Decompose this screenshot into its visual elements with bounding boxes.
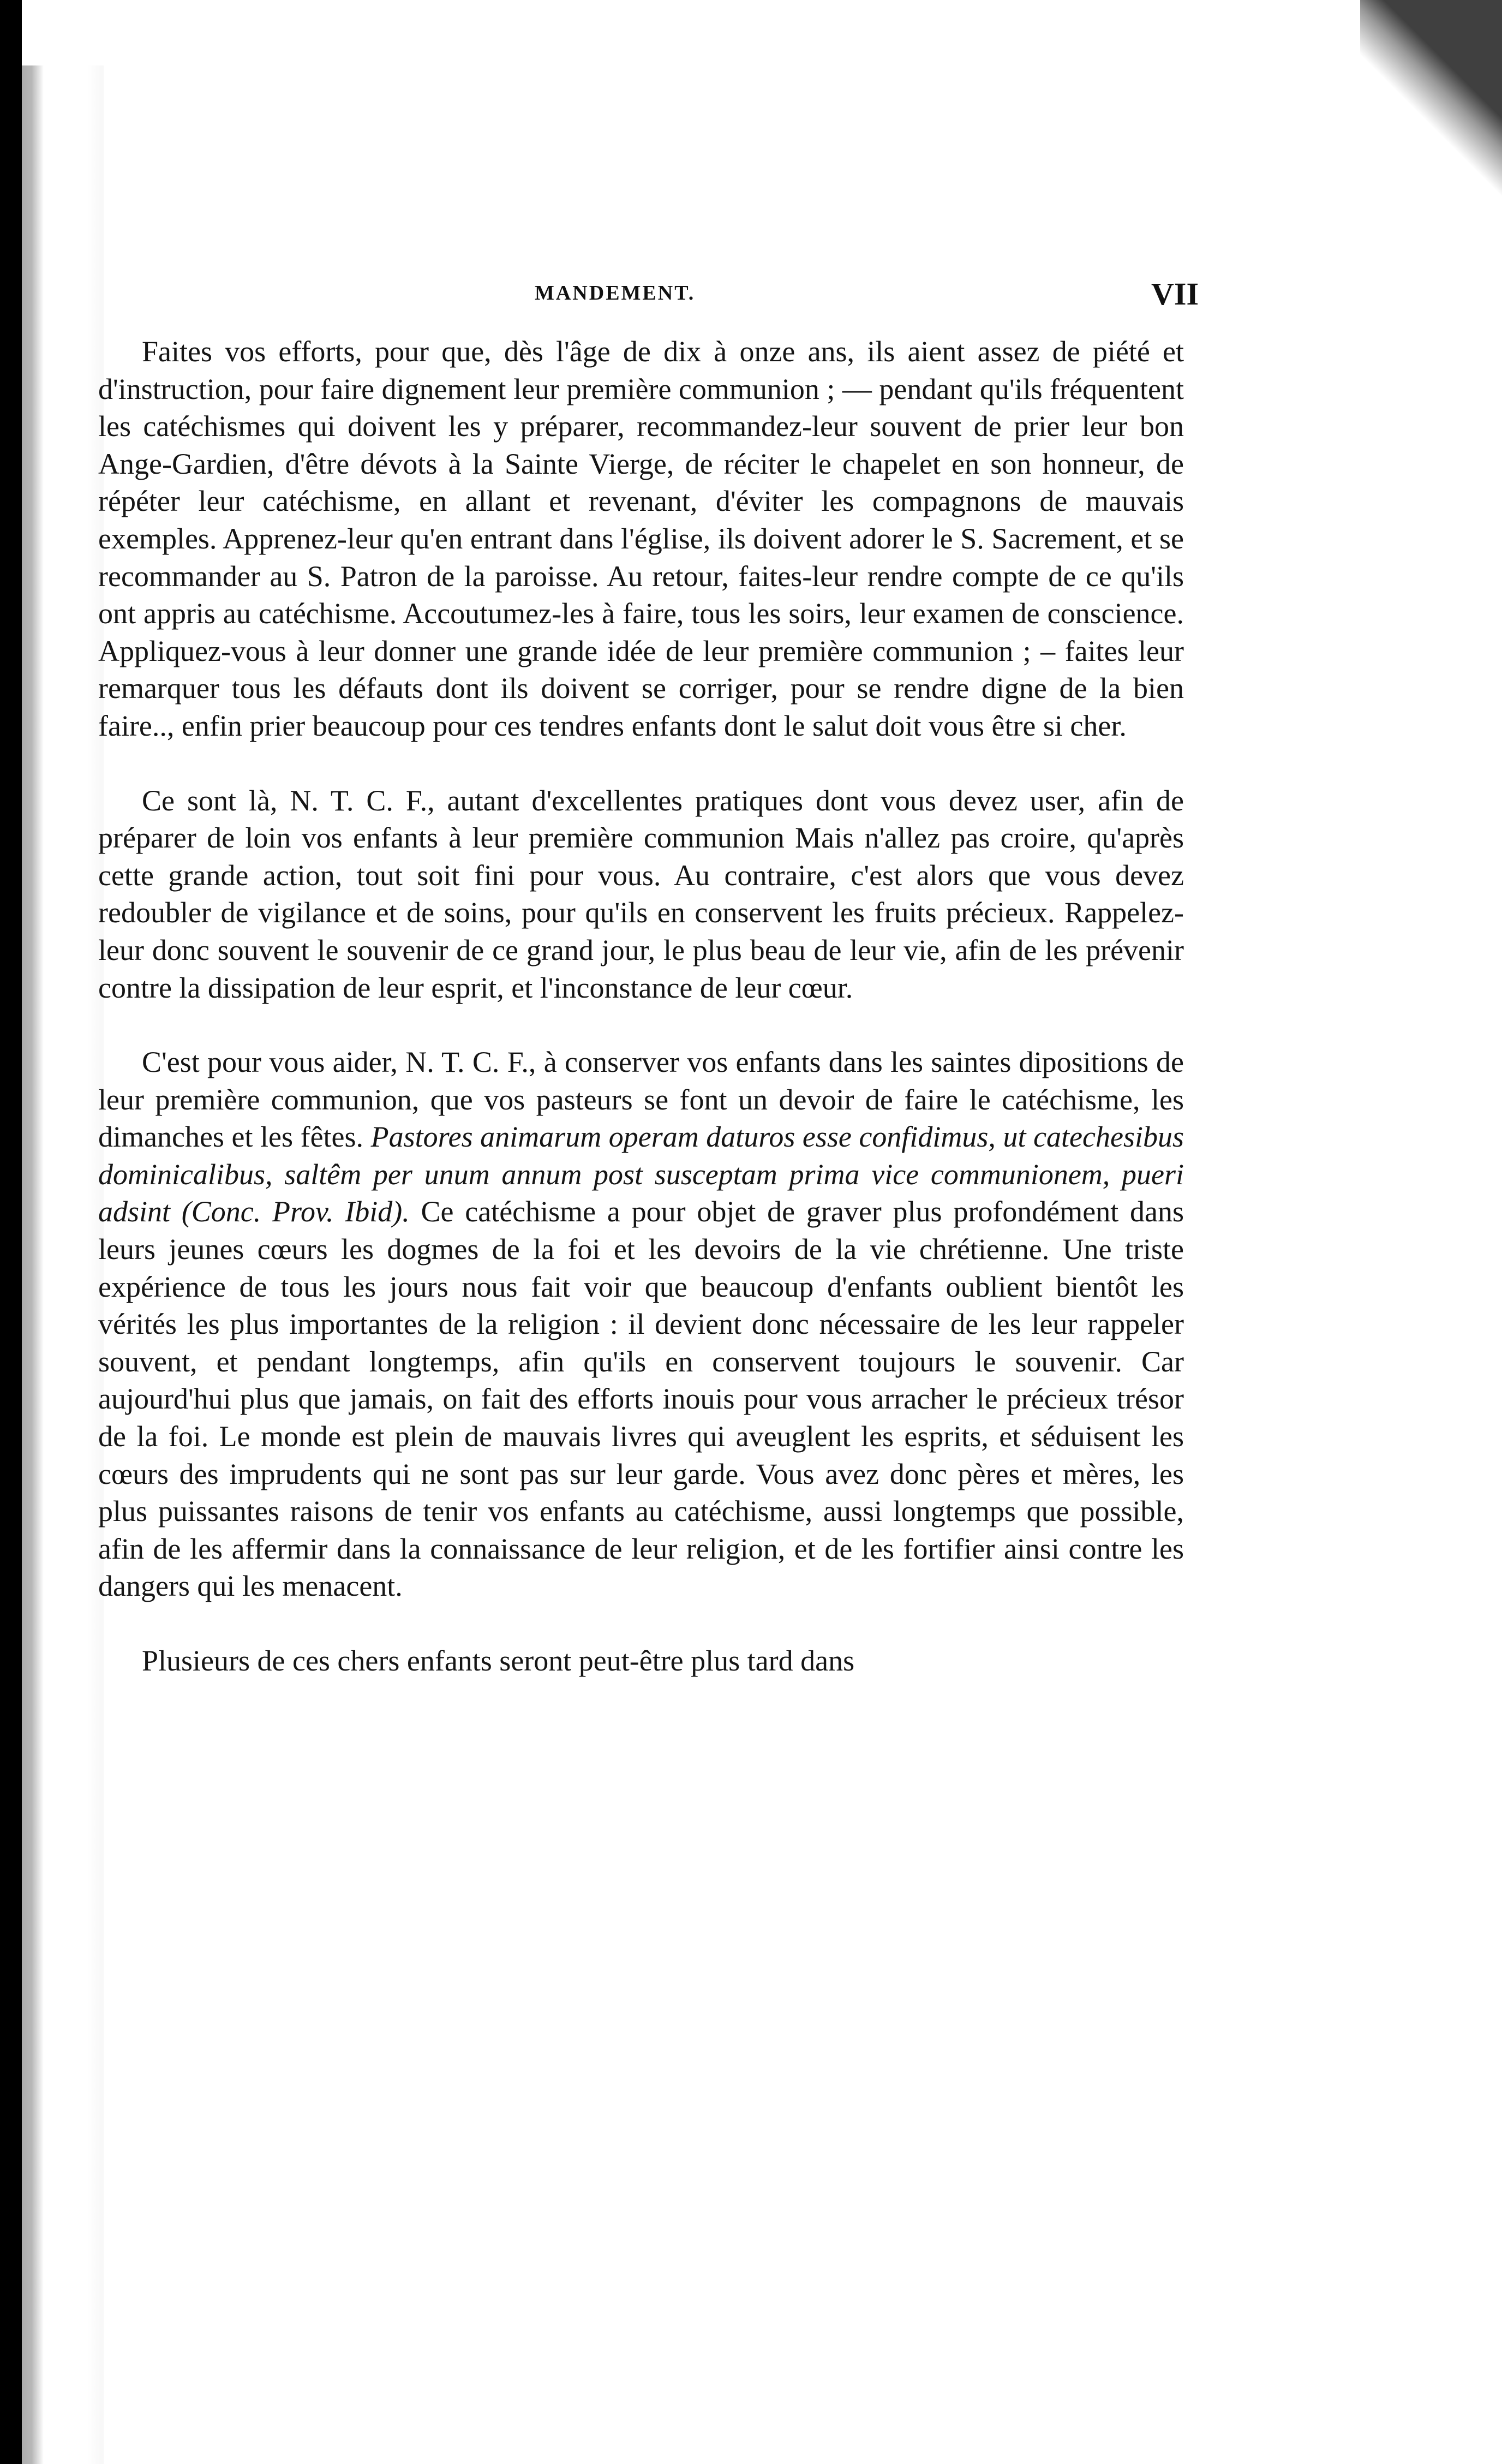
- paragraph-3: [98, 1043, 1184, 1605]
- running-title: MANDEMENT.: [535, 282, 696, 305]
- page-number: VII: [1151, 276, 1199, 312]
- body-text: [98, 333, 1184, 1680]
- paragraph-4: Plusieurs de ces chers enfants seront peut-être plus tard dans: [142, 1644, 855, 1677]
- binding-shadow: [22, 65, 104, 2464]
- latin-citation: Pastores animarum operam daturos esse confidimus, ut catechesibus dominicalibus, saltêm per unum annum post susceptam prima vice communionem, pueri adsint (Conc. Prov. Ibid).: [98, 1120, 1184, 1228]
- paragraph-1: Faites vos efforts, pour que, dès l'âge de dix à onze ans, ils aient assez de piété et d'instruction, pour faire dignement leur première communion ; — pendant qu'ils fréquentent les catéchismes qui doivent les y préparer, recommandez-leur souvent de prier leur bon Ange-Gardien, d'être dévots à la Sainte Vierge, de réciter le chapelet en son honneur, de répéter leur catéchisme, en allant et revenant, d'éviter les compagnons de mauvais exemples. Apprenez-leur qu'en entrant dans l'église, ils doivent adorer le S. Sacrement, et se recommander au S. Patron de la paroisse. Au retour, faites-leur rendre compte de ce qu'ils ont appris au catéchisme. Accoutumez-les à faire, tous les soirs, leur examen de conscience. Appliquez-vous à leur donner une grande idée de leur première communion ; – faites leur remarquer tous les défauts dont ils doivent se corriger, pour se rendre digne de la bien faire.., enfin prier beaucoup pour ces tendres enfants dont le salut doit vous être si cher.: [98, 335, 1184, 742]
- page-corner-curl: [1360, 0, 1502, 251]
- paragraph-3-intro: C'est pour vous aider, N. T. C. F., à conserver vos enfants dans les saintes dipositions de leur première communion, que vos pasteurs se font un devoir de faire le catéchisme, les dimanches et les fêtes.: [98, 1046, 1184, 1154]
- page-header: [98, 273, 1199, 322]
- paragraph-3-body: Ce catéchisme a pour objet de graver plus profondément dans leurs jeunes cœurs les dogmes de la foi et les devoirs de la vie chrétienne. Une triste expérience de tous les jours nous fait voir que beaucoup d'enfants oublient bientôt les vérités les plus importantes de la religion : il devient donc nécessaire de les leur rappeler souvent, et pendant longtemps, afin qu'ils en conservent toujours le souvenir. Car aujourd'hui plus que jamais, on fait des efforts inouis pour vous arracher le précieux trésor de la foi. Le monde est plein de mauvais livres qui aveuglent les esprits, et séduisent les cœurs des imprudents qui ne sont pas sur leur garde. Vous avez donc pères et mères, les plus puissantes raisons de tenir vos enfants au catéchisme, aussi longtemps que possible, afin de les affermir dans la connaissance de leur religion, et de les fortifier ainsi contre les dangers qui les menacent.: [98, 1195, 1184, 1603]
- paragraph-2: Ce sont là, N. T. C. F., autant d'excellentes pratiques dont vous devez user, afin de préparer de loin vos enfants à leur première communion Mais n'allez pas croire, qu'après cette grande action, tout soit fini pour vous. Au contraire, c'est alors que vous devez redoubler de vigilance et de soins, pour qu'ils en conservent les fruits précieux. Rappelez-leur donc souvent le souvenir de ce grand jour, le plus beau de leur vie, afin de les prévenir contre la dissipation de leur esprit, et l'inconstance de leur cœur.: [98, 784, 1184, 1004]
